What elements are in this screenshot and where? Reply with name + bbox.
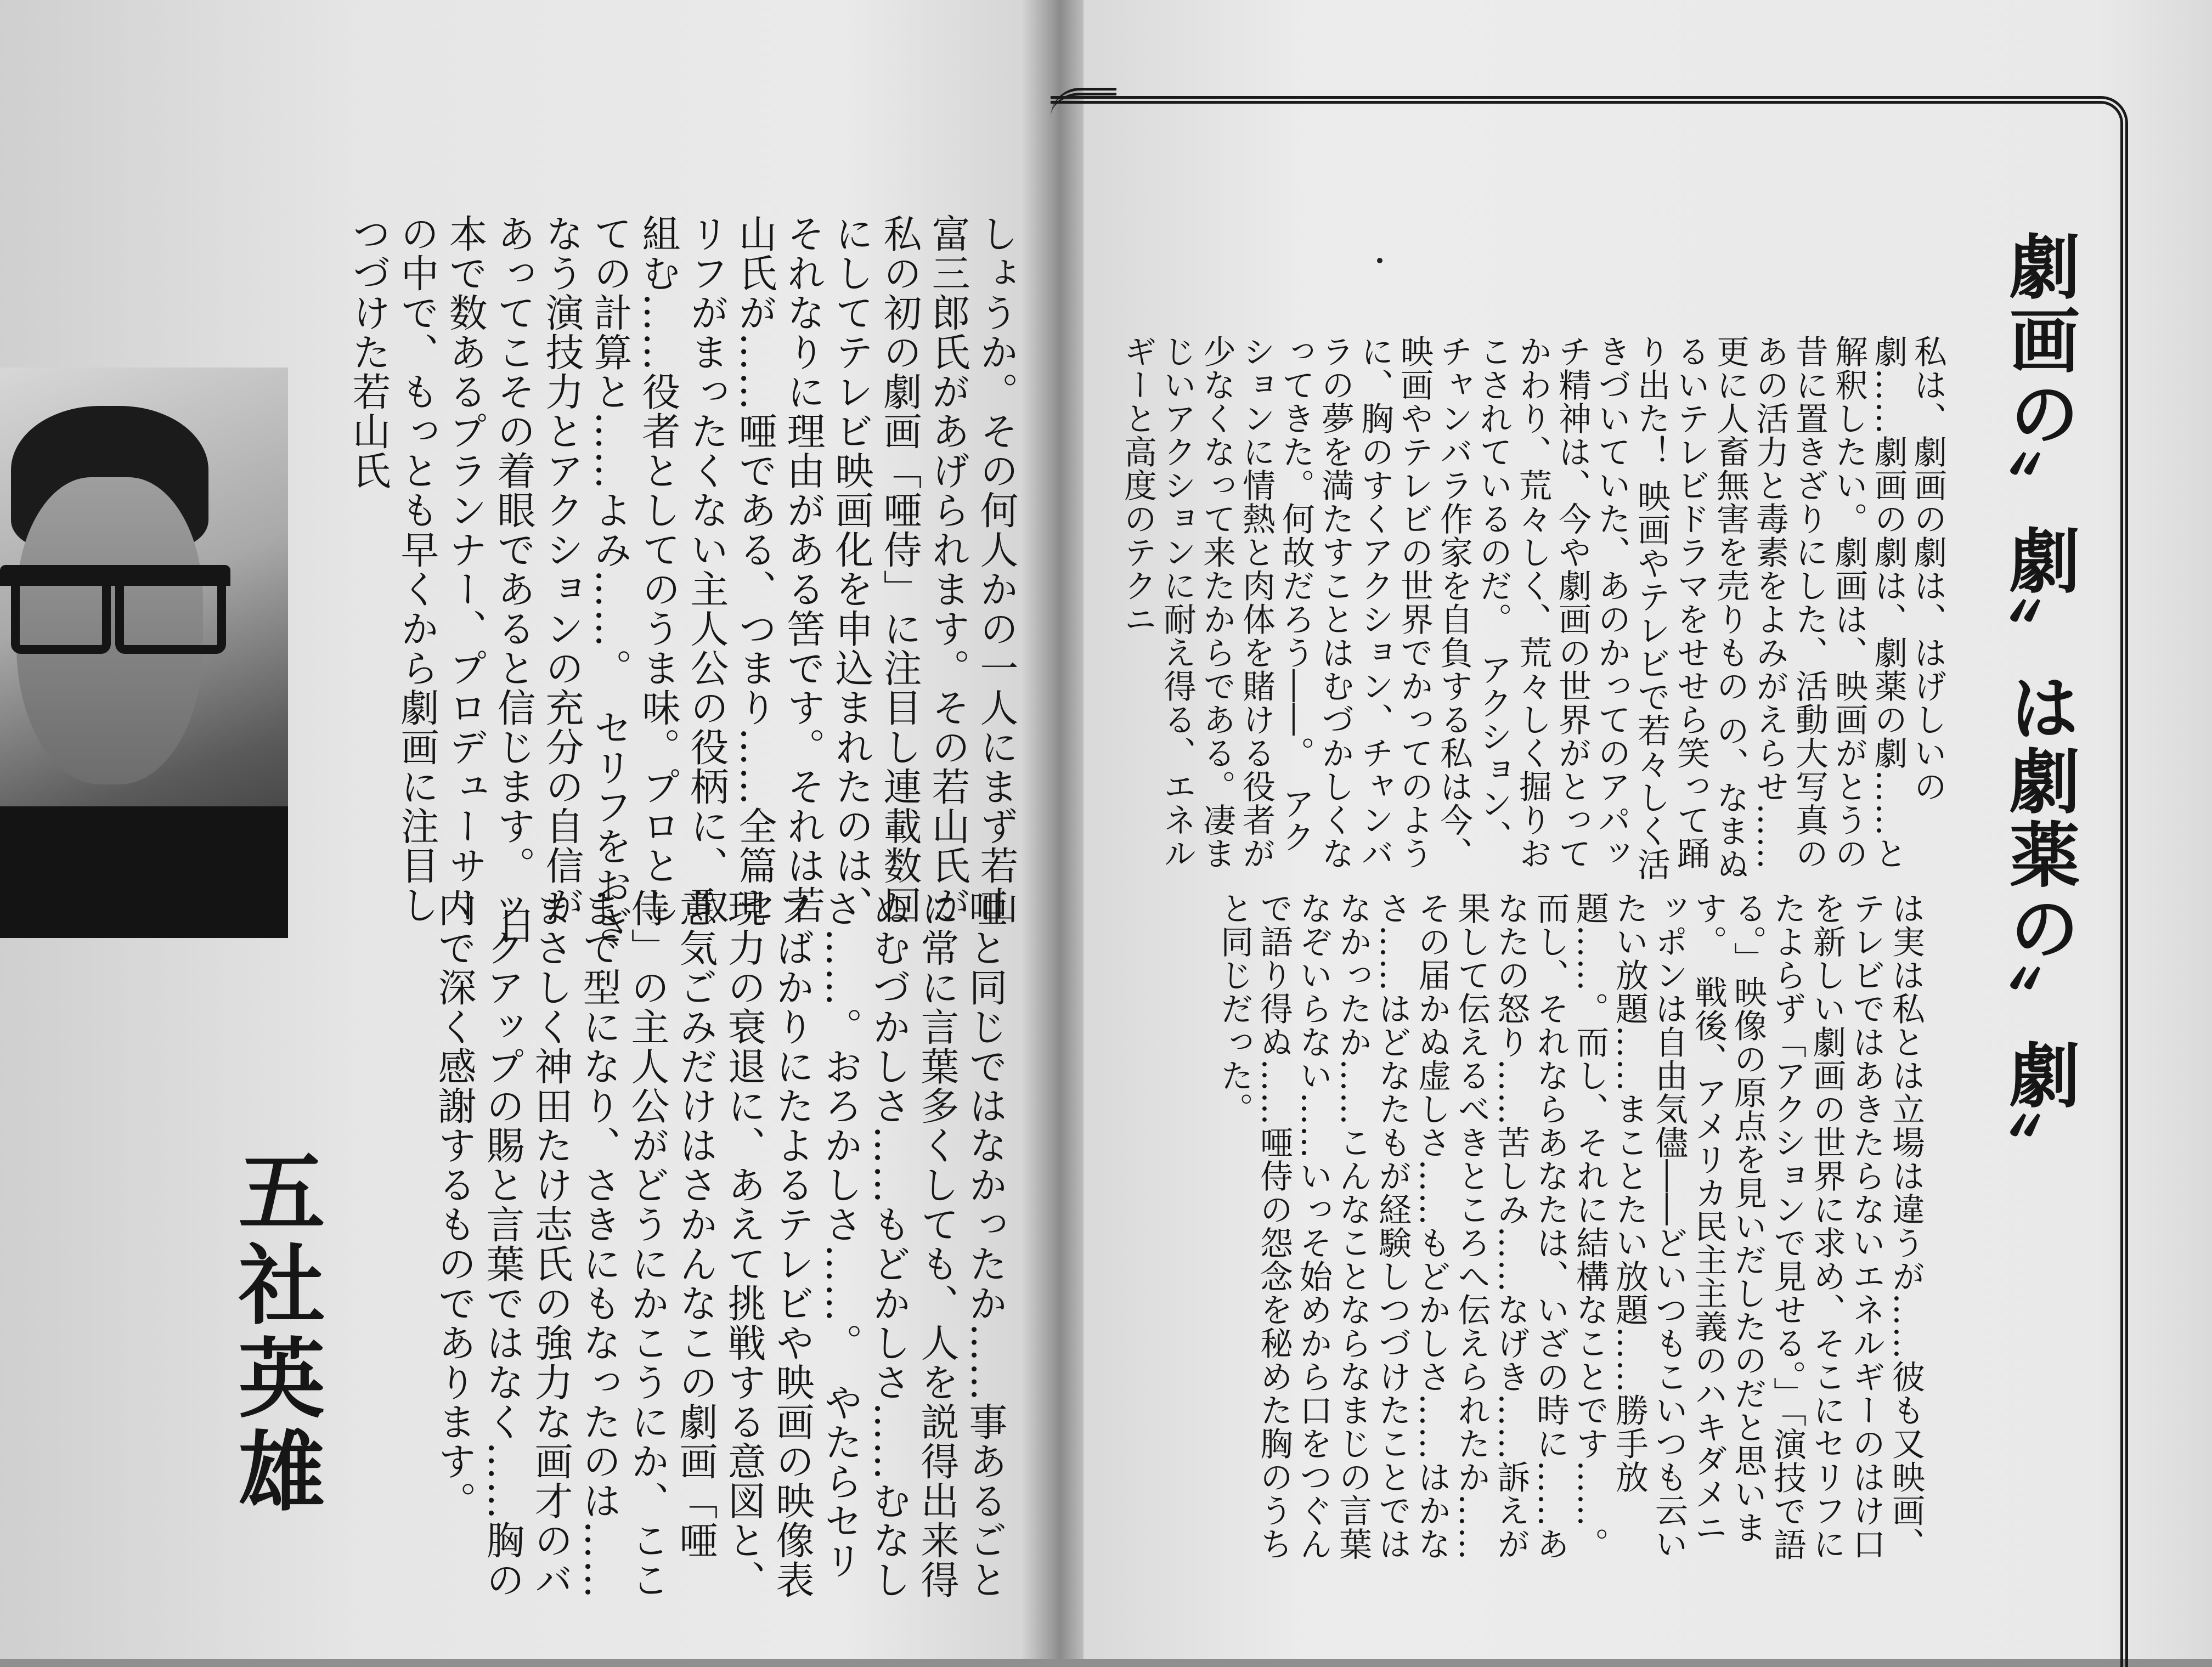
author-portrait-photo [0,368,288,938]
show-through-text [5,16,291,324]
article-title: 劇画の〟劇〟は劇薬の〟劇〟 [1997,230,2079,1186]
body-text-left-lower: 唖と同じではなかったか……事あるごとに常に言葉多くしても、人を説得出来得ぬむづかしさ……もどかしさ……むなしさ……。おろかしさ……。 やたらセリフばかりにたよるテレビや映画の映像表現力の衰退に、あえて挑戦する意図と、意気ごみだけはさかんなこの劇画「唖侍」の主人公がどうにかこうにか、ここまで型になり、さきにもなったのは……まさしく神田たけ志氏の強力な画才のバックアップの賜と言葉ではなく……胸の内で深く感謝するものであります。 [432,889,1008,1600]
portrait-lens-left [11,576,111,654]
portrait-lens-right [115,576,226,654]
author-name: 五社英雄 [224,1146,325,1519]
body-text-left-upper: しょうか。その何人かの一人にまず若山富三郎氏があげられます。その若山氏が私の初の劇画「唖侍」に注目し連載数回にしてテレビ映画化を申込まれたのは、それなりに理由がある筈です。それは若山氏が……唖である、つまり……全篇セリフがまったくない主人公の役柄に、取組む……役者としてのうま味。プロとしての計算と……よみ……。 セリフをおぎなう演技力とアクションの充分の自信があってこその着眼であると信じます。 日本で数あるプランナー、プロデューサーの中で、もっとも早くから劇画に注目しつづけた若山氏 [346,214,1019,945]
portrait-coat [0,806,288,938]
body-text-right-lower: は実は私とは立場は違うが……彼も又映画、テレビではあきたらないエネルギーのはけ口を新しい劇画の世界に求め、そこにセリフにたよらず「アクションで見せる。」「演技で語る。」映像の原点を見いだしたのだと思います。 戦後、アメリカ民主主義のハキダメニッポンは自由気儘――どいつもこいつも云いたい放題……まことたい放題……勝手放題……。而し、それに結構なことです……。而し、それならあなたは、いざの時に……あなたの怒り……苦しみ……なげき……訴えが果して伝えるべきところへ伝えられたか……その届かぬ虚しさ……もどかしさ……はかなさ……はどなたもが経験しつづけたことではなかったか……こんなことならなまじの言葉なぞいらない……いっそ始めから口をつぐんで語り得ぬ……唖侍の怨念を秘めた胸のうちと同じだった。 [1215,891,1925,1561]
body-text-right-upper: 私は、劇画の劇は、はげしいの劇……劇画の劇は、劇薬の劇……と解釈したい。劇画は、映画がとうの昔に置きざりにした、活動大写真のあの活力と毒素をよみがえらせ……更に人畜無害を売りもの の、なまぬるいテレビドラマをせせら笑って踊り出た！ 映画やテレビで若々しく活きづいていた、あのかってのアパッチ精神は、今や劇画の世界がとってかわり、荒々しく、荒々しく掘りおこされているのだ。 アクション、チャンバラ作家を自負する私は今、映画やテレビの世界でかってのように、胸のすくアクション、チャンバラの夢を満たすことはむづかしくなってきた。何故だろう――。 アクションに情熱と肉体を賭ける役者が少なくなって来たからである。凄まじいアクションに耐え得る、エネルギーと高度のテクニ [1119,335,1947,881]
ink-dot [1377,258,1383,263]
